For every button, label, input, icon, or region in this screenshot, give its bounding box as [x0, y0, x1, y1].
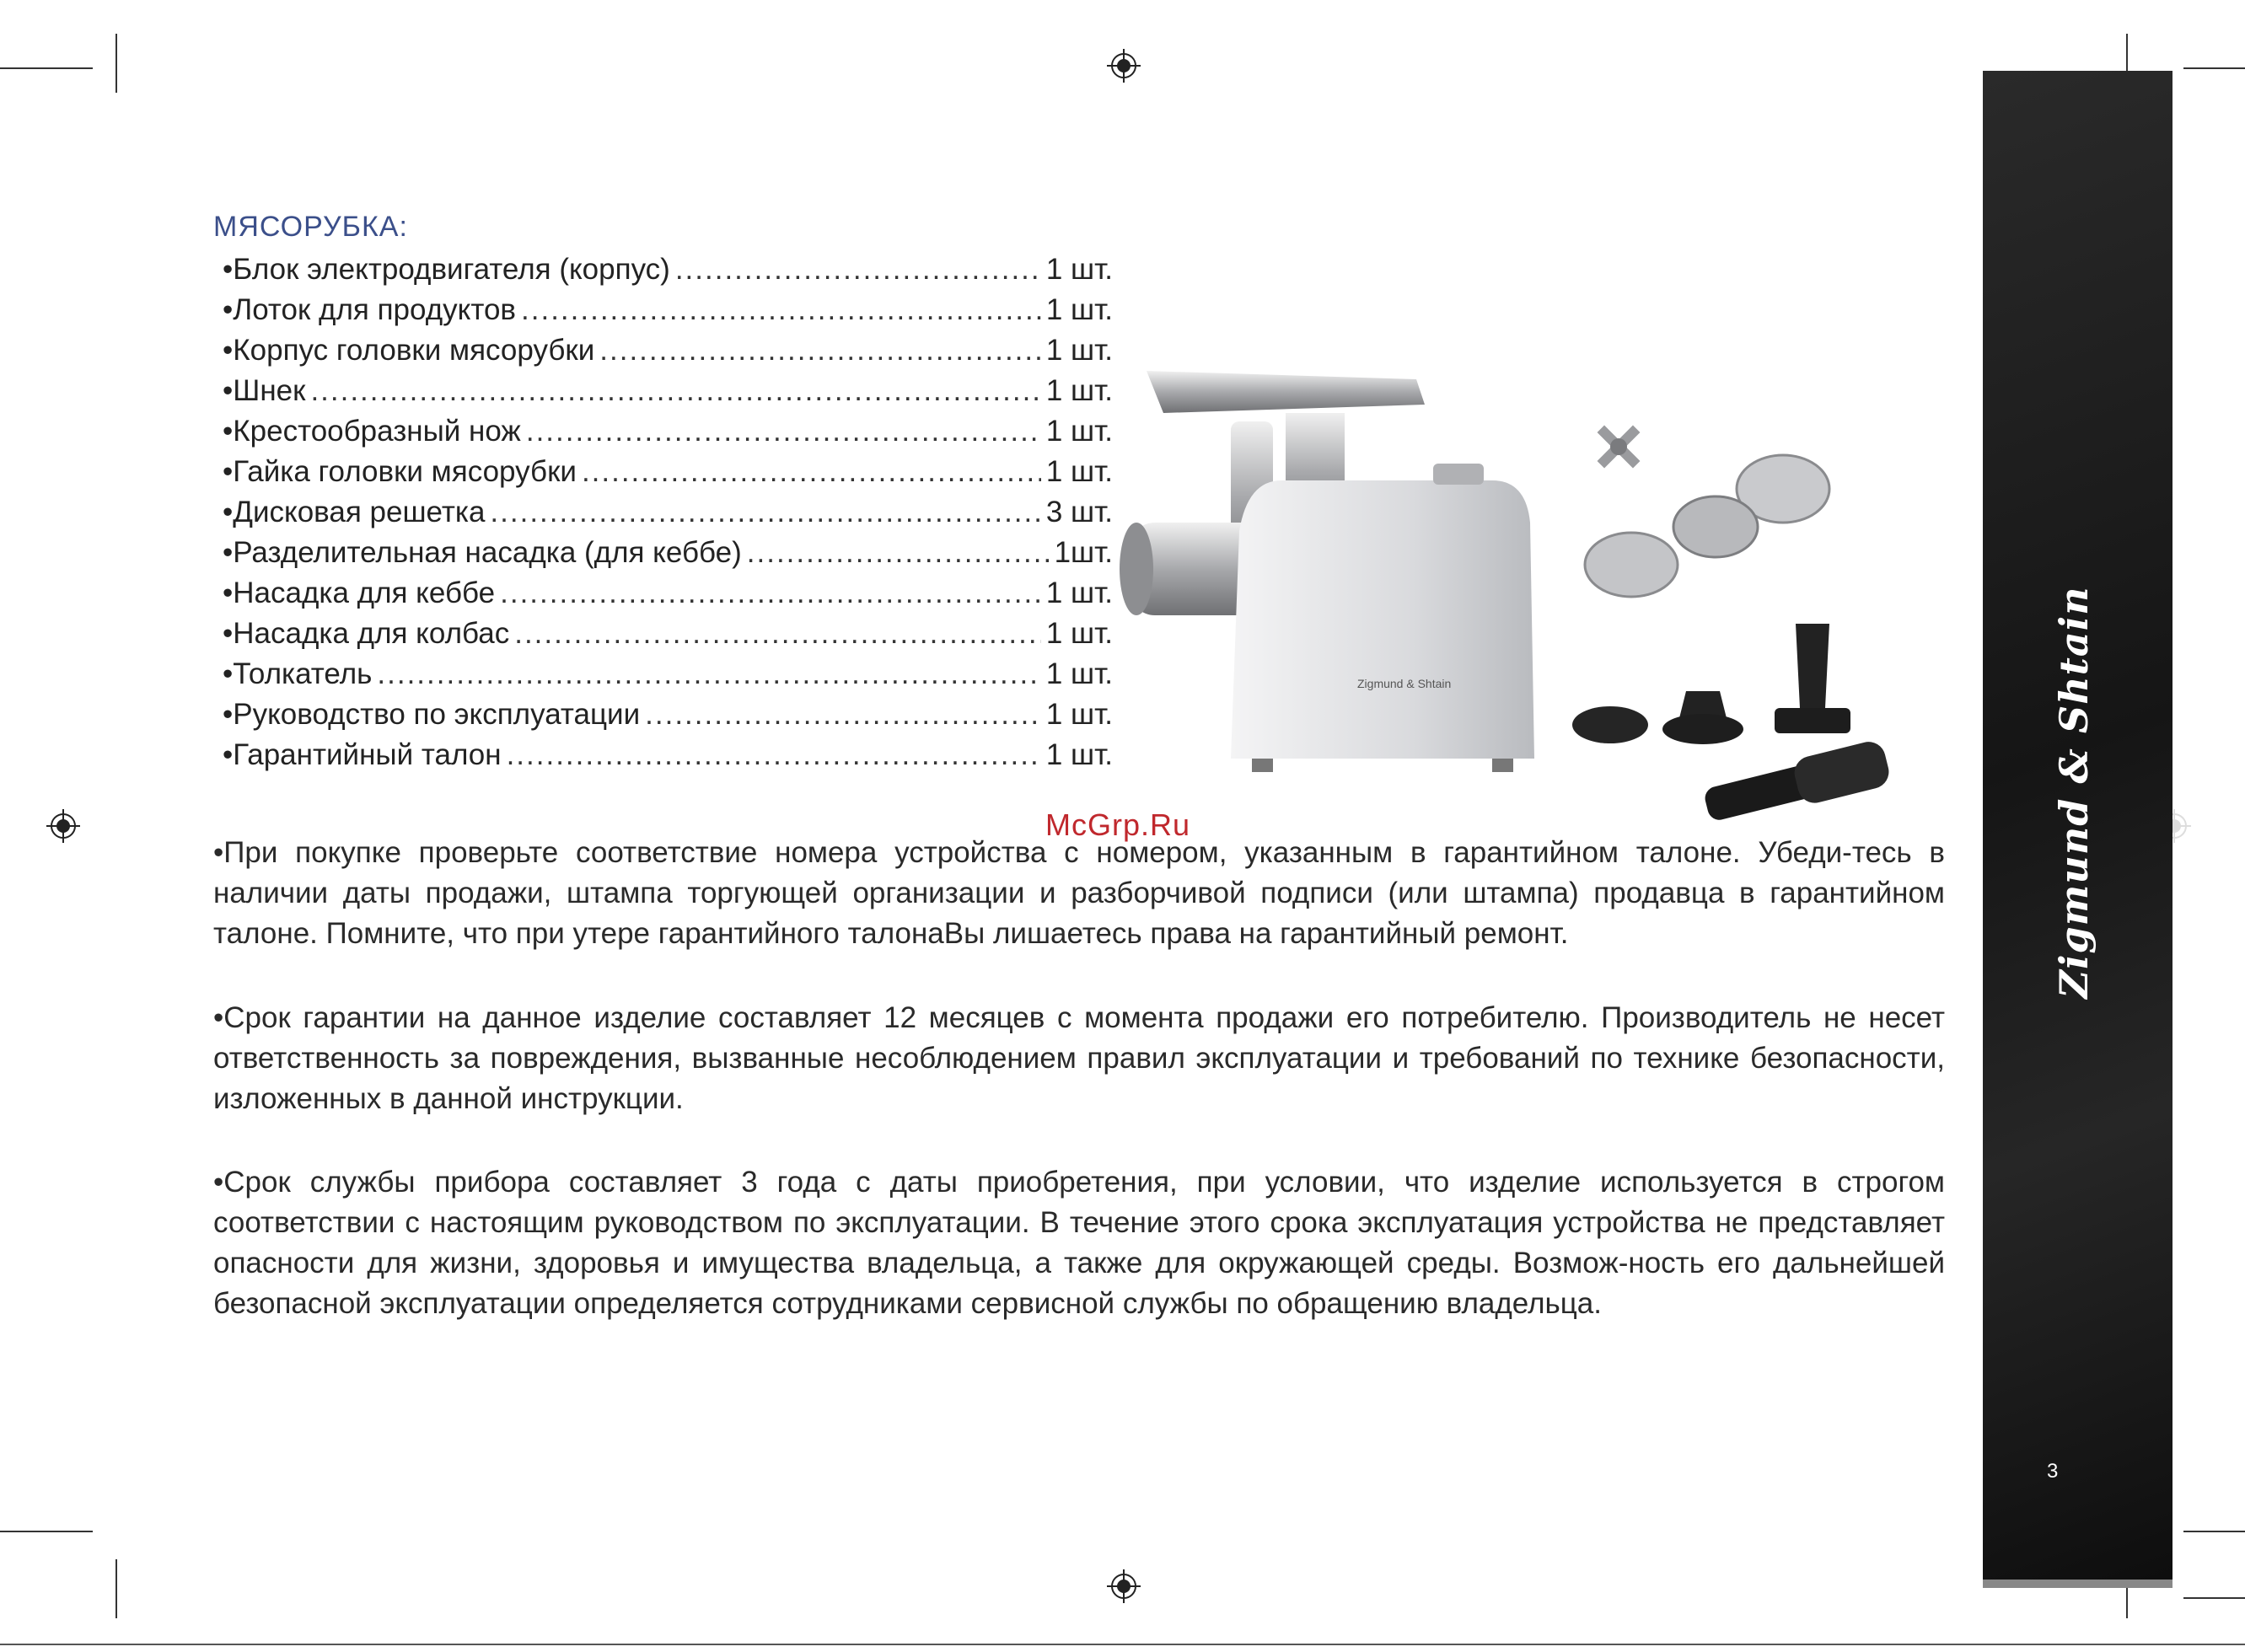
dot-leader: [500, 573, 1041, 614]
paragraph-service-life: •Срок службы прибора составляет 3 года с даты приобретения, при условии, что изделие используется в строгом соответствии с настоящим руководством по эксплуатации. В течение этого срока эксплуатация устройства не представляет опасности для жизни, здоровья и имущества владельца, а также для окружающей среды. Возмож-ность его дальнейшей безопасной эксплуатации определяется сотрудниками сервисной службы по обращению владельца.: [213, 1166, 1945, 1320]
contents-item: [223, 452, 1113, 492]
contents-item-label: •Насадка для кеббе: [223, 577, 496, 609]
contents-item-label: •Шнек: [223, 374, 306, 407]
dot-leader: [599, 330, 1041, 371]
product-badge: Zigmund & Shtain: [1357, 677, 1452, 690]
contents-item-quantity: 1 шт.: [1045, 455, 1113, 488]
crop-mark: [115, 1559, 117, 1618]
contents-item-quantity: 1 шт.: [1045, 657, 1113, 690]
contents-item-label: •Лоток для продуктов: [223, 293, 517, 326]
contents-item-quantity: 1 шт.: [1045, 334, 1113, 367]
registration-mark-icon: [1107, 49, 1141, 83]
contents-item: [223, 330, 1113, 371]
brand-name: Zigmund & Shtain: [2051, 586, 2097, 999]
contents-item-label: •Гайка головки мясорубки: [223, 455, 577, 488]
contents-item: [223, 735, 1113, 775]
paragraph-warranty-period: •Срок гарантии на данное изделие составляет 12 месяцев с момента продажи его потребителю. Производитель не несет ответственность за повреждения, вызванные несоблюдением правил эксплуатации и требований по технике безопасности, изложенных в данной инструкции.: [213, 1001, 1945, 1115]
dot-leader: [377, 654, 1040, 695]
dot-leader: [310, 371, 1040, 411]
contents-item-quantity: 1 шт.: [1045, 415, 1113, 448]
contents-item: [223, 371, 1113, 411]
contents-item: [223, 290, 1113, 330]
contents-item: [223, 411, 1113, 452]
crop-mark: [0, 67, 93, 69]
contents-item: [223, 695, 1113, 735]
contents-list: [223, 249, 1113, 775]
meat-grinder-product-image: [1113, 354, 1922, 826]
paragraph-warranty-check: •При покупке проверьте соответствие номера устройства с номером, указанным в гарантийном талоне. Убеди-тесь в наличии даты продажи, штампа торгующей организации и разборчивой подписи (или штампа) продавца в гарантийном талоне. Помните, что при утере гарантийного талонаВы лишаетесь права на гарантийный ремонт.: [213, 836, 1945, 950]
dot-leader: [645, 695, 1041, 735]
contents-item: [223, 654, 1113, 695]
contents-item-label: •Крестообразный нож: [223, 415, 521, 448]
crop-mark: [2183, 1531, 2245, 1532]
contents-item-quantity: 1 шт.: [1045, 738, 1113, 771]
contents-item-label: •Блок электродвигателя (корпус): [223, 253, 670, 286]
contents-item: [223, 492, 1113, 533]
contents-item-quantity: 3 шт.: [1045, 496, 1113, 528]
contents-item-label: •Руководство по эксплуатации: [223, 698, 641, 731]
dot-leader: [507, 735, 1041, 775]
dot-leader: [490, 492, 1040, 533]
contents-item-label: •Корпус головки мясорубки: [223, 334, 595, 367]
contents-item: [223, 533, 1113, 573]
contents-item-label: •Гарантийный талон: [223, 738, 502, 771]
contents-item-quantity: 1 шт.: [1045, 253, 1113, 286]
dot-leader: [675, 249, 1041, 290]
crop-mark: [115, 34, 117, 93]
contents-item-quantity: 1шт.: [1054, 536, 1113, 569]
watermark: McGrp.Ru: [1045, 807, 1191, 842]
contents-item: [223, 249, 1113, 290]
dot-leader: [514, 614, 1041, 654]
dot-leader: [582, 452, 1041, 492]
contents-item-label: •Дисковая решетка: [223, 496, 486, 528]
crop-mark: [0, 1644, 2245, 1645]
dot-leader: [747, 533, 1050, 573]
contents-item-quantity: 1 шт.: [1045, 577, 1113, 609]
contents-item: [223, 614, 1113, 654]
dot-leader: [526, 411, 1041, 452]
registration-mark-icon: [1107, 1569, 1141, 1603]
contents-item-quantity: 1 шт.: [1045, 617, 1113, 650]
contents-item-quantity: 1 шт.: [1045, 374, 1113, 407]
contents-item-quantity: 1 шт.: [1045, 293, 1113, 326]
crop-mark: [2183, 67, 2245, 69]
contents-item-quantity: 1 шт.: [1045, 698, 1113, 731]
section-title: МЯСОРУБКА:: [213, 211, 408, 243]
crop-mark: [2183, 1597, 2245, 1599]
page-number: 3: [2047, 1460, 2059, 1483]
crop-mark: [0, 1531, 93, 1532]
contents-item-label: •Толкатель: [223, 657, 373, 690]
contents-item-label: •Насадка для колбас: [223, 617, 510, 650]
contents-item-label: •Разделительная насадка (для кеббе): [223, 536, 742, 569]
dot-leader: [521, 290, 1041, 330]
contents-item: [223, 573, 1113, 614]
registration-mark-icon: [46, 809, 80, 843]
